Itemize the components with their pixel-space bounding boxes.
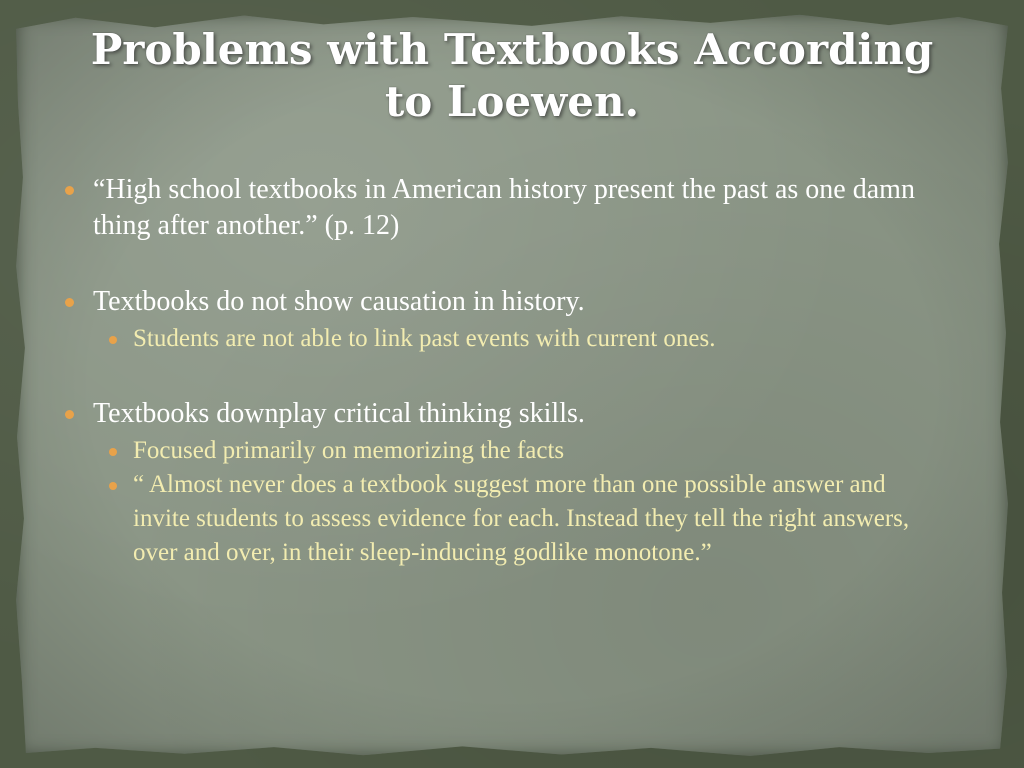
slide-title: Problems with Textbooks According to Loewen. xyxy=(90,25,934,126)
sub-bullet-list xyxy=(93,322,942,356)
bullet-item-causation xyxy=(62,284,942,356)
bullet-text: Textbooks do not show causation in history. xyxy=(93,286,585,317)
sub-bullet-icon xyxy=(109,482,117,490)
bullet-icon xyxy=(65,410,74,419)
sub-bullet-text: Focused primarily on memorizing the facts xyxy=(133,437,565,464)
sub-bullet-item xyxy=(93,434,942,468)
sub-bullet-item xyxy=(93,322,942,356)
bullet-item-critical-thinking xyxy=(62,396,942,570)
bullet-icon xyxy=(65,186,74,195)
bullet-icon xyxy=(65,298,74,307)
bullet-list xyxy=(62,172,942,570)
bullet-text: Textbooks downplay critical thinking skills. xyxy=(93,398,585,429)
bullet-item-quote xyxy=(62,172,942,244)
sub-bullet-icon xyxy=(109,336,117,344)
bullet-text: “High school textbooks in American history present the past as one damn thing after another.” (p. 12) xyxy=(93,174,915,241)
sub-bullet-list xyxy=(93,434,942,570)
sub-bullet-text: “ Almost never does a textbook suggest more than one possible answer and invite students to assess evidence for each. Instead they tell the right answers, over and over, in their sleep-inducing godlike monotone.” xyxy=(133,471,910,566)
sub-bullet-icon xyxy=(109,448,117,456)
sub-bullet-text: Students are not able to link past events with current ones. xyxy=(133,325,716,352)
sub-bullet-item xyxy=(93,468,942,570)
